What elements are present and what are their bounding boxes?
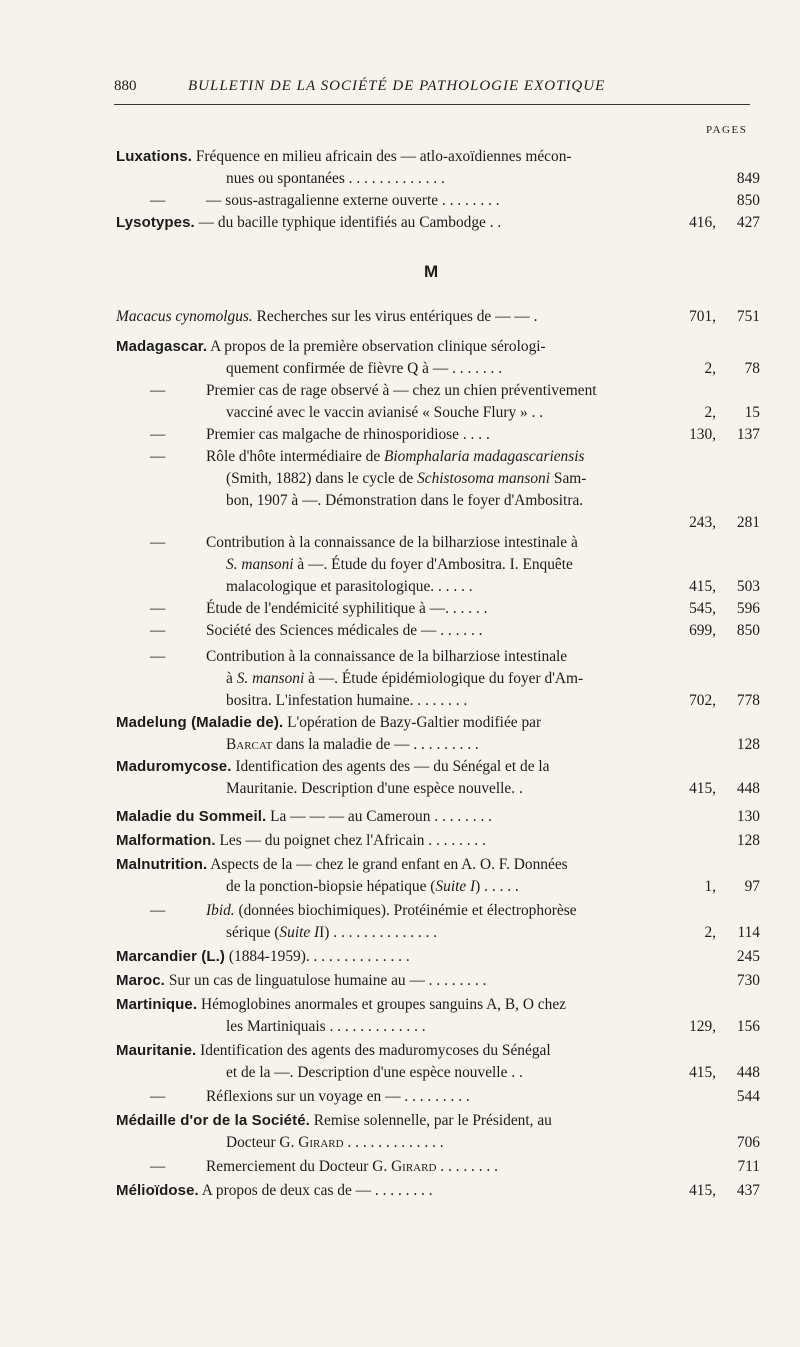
text-run: à —. Étude épidémiologique du foyer d'Am- [304,670,584,687]
italic-text: Biomphalaria madagascariensis [384,448,585,465]
text-run: à [226,670,237,687]
text-run: (données biochimiques). Protéinémie et électrophorèse [234,902,577,919]
text-run: Identification des agents des maduromycoses du Sénégal [200,1042,551,1059]
running-header-title: BULLETIN DE LA SOCIÉTÉ DE PATHOLOGIE EXOTIQUE [188,78,606,94]
text-run: Sur un cas de linguatulose humaine au — . . . . . . . . [168,972,487,989]
page-reference: 596 [736,600,760,617]
entry-heading: Macacus cynomolgus. [116,308,253,325]
italic-text: Suite I [435,878,476,895]
issue-number: 2, [704,360,716,377]
entry-heading: Lysotypes. [116,214,195,231]
issue-number: 2, [704,924,716,941]
entry-heading: Malnutrition. [116,856,208,873]
entry-line [226,778,523,800]
page-reference: 544 [736,1088,760,1105]
entry-line [116,212,501,234]
issue-number: 1, [704,878,716,895]
text-run: Remerciement du Docteur G. [206,1158,392,1175]
italic-text: S. mansoni [236,670,305,687]
text-run: (1884-1959). . . . . . . . . . . . . . [228,948,410,965]
small-caps-text: Girard [391,1158,437,1175]
italic-text: Suite I [279,924,320,941]
entry-line [226,168,445,190]
text-run: La — — — au Cameroun . . . . . . . . [270,808,492,825]
entry-line [206,424,490,446]
page-reference: 137 [736,426,760,443]
entry-line [226,490,583,512]
text-run: Étude de l'endémicité syphilitique à —. . . . . . [206,600,488,617]
entry-line [226,468,586,490]
entry-line [116,806,492,828]
italic-text: S. mansoni [226,556,294,573]
entry-heading: Madelung (Maladie de). [116,714,284,731]
entry-heading: Maladie du Sommeil. [116,808,267,825]
repeat-dash: — [150,426,166,443]
text-run: — du bacille typhique identifiés au Cambodge . . [198,214,502,231]
issue-number: 415, [689,780,716,797]
text-run: Contribution à la connaissance de la bilharziose intestinale [206,648,568,665]
page-reference: 711 [737,1158,760,1175]
entry-line [206,646,567,668]
issue-number: 415, [689,1182,716,1199]
text-run: Réflexions sur un voyage en — . . . . . . . . . [206,1088,470,1105]
text-run: à —. Étude du foyer d'Ambositra. I. Enquête [293,556,573,573]
page-reference: 128 [736,736,760,753]
entry-heading: Luxations. [116,148,193,165]
entry-line [116,970,486,992]
repeat-dash: — [150,902,166,919]
entry-line [206,380,597,402]
entry-line [226,668,583,690]
text-run: Sam- [550,470,587,487]
text-run: Les — du poignet chez l'Africain . . . . . . . . [219,832,486,849]
text-run: Docteur G. [226,1134,299,1151]
repeat-dash: — [150,600,166,617]
text-run: Identification des agents des — du Sénégal et de la [235,758,550,775]
page-reference: 281 [736,514,760,531]
text-run: quement confirmée de fièvre Q à — . . . . . . . [226,360,503,377]
page-reference: 97 [744,878,760,895]
text-run: Aspects de la — chez le grand enfant en A. O. F. Données [210,856,568,873]
page-reference: 448 [736,1064,760,1081]
page-reference: 114 [737,924,760,941]
page-reference: 503 [736,578,760,595]
text-run: sérique ( [226,924,280,941]
text-run: Recherches sur les virus entériques de — — . [256,308,538,325]
repeat-dash: — [150,448,166,465]
entry-line [226,1062,523,1084]
text-run: ) . . . . . [475,878,519,895]
page-reference: 130 [736,808,760,825]
entry-heading: Malformation. [116,832,216,849]
issue-number: 415, [689,1064,716,1081]
repeat-dash: — [150,534,166,551]
entry-line [206,1156,498,1178]
italic-text: Ibid. [206,902,235,919]
entry-line [226,554,573,576]
text-run: vacciné avec le vaccin avianisé « Souche Flury » . . [226,404,544,421]
repeat-dash: — [150,1088,166,1105]
repeat-dash: — [150,622,166,639]
repeat-dash: — [150,382,166,399]
text-run: Mauritanie. Description d'une espèce nouvelle. . [226,780,523,797]
text-run: . . . . . . . . . . . . . [343,1134,444,1151]
text-run: de la ponction-biopsie hépatique ( [226,878,436,895]
text-run: Société des Sciences médicales de — . . . . . . [206,622,483,639]
entry-line [226,1016,426,1038]
entry-line [226,358,502,380]
entry-line [226,402,543,424]
issue-number: 243, [689,514,716,531]
page-reference: 78 [744,360,760,377]
entry-line [206,446,585,468]
text-run: Rôle d'hôte intermédiaire de [206,448,384,465]
text-run: malacologique et parasitologique. . . . . . [226,578,473,595]
issue-number: 129, [689,1018,716,1035]
pages-column-label: PAGES [706,124,748,136]
page-reference: 706 [736,1134,760,1151]
entry-line [116,756,550,778]
entry-heading: Marcandier (L.) [116,948,226,965]
entry-line [116,946,410,968]
repeat-dash: — [150,1158,166,1175]
text-run: Premier cas de rage observé à — chez un chien préventivement [206,382,597,399]
page-number: 880 [114,78,137,94]
issue-number: 545, [689,600,716,617]
page-reference: 850 [736,622,760,639]
issue-number: 699, [689,622,716,639]
header-rule [114,104,750,105]
italic-text: Schistosoma mansoni [417,470,551,487]
page-reference: 751 [736,308,760,325]
text-run: Premier cas malgache de rhinosporidiose . . . . [206,426,490,443]
entry-line [206,532,578,554]
entry-line [206,190,500,212]
text-run: et de la —. Description d'une espèce nouvelle . . [226,1064,523,1081]
text-run: . . . . . . . . [436,1158,498,1175]
page-reference: 849 [736,170,760,187]
text-run: dans la maladie de — . . . . . . . . . [272,736,479,753]
entry-line [116,854,568,876]
entry-line [116,336,546,358]
text-run: Hémoglobines anormales et groupes sanguins A, B, O chez [200,996,566,1013]
page-reference: 427 [736,214,760,231]
text-run: L'opération de Bazy-Galtier modifiée par [287,714,542,731]
page-reference: 245 [736,948,760,965]
entry-heading: Maroc. [116,972,165,989]
entry-heading: Maduromycose. [116,758,232,775]
page-reference: 778 [736,692,760,709]
text-run: nues ou spontanées . . . . . . . . . . . . . [226,170,445,187]
entry-line [116,1110,552,1132]
entry-heading: Mélioïdose. [116,1182,199,1199]
text-run: les Martiniquais . . . . . . . . . . . . . [226,1018,426,1035]
section-letter: M [424,262,439,281]
entry-heading: Martinique. [116,996,198,1013]
entry-line [206,900,577,922]
page-reference: 128 [736,832,760,849]
entry-line [116,712,541,734]
issue-number: 416, [689,214,716,231]
page-reference: 730 [736,972,760,989]
text-run: I) . . . . . . . . . . . . . . [319,924,438,941]
entry-heading: Madagascar. [116,338,208,355]
issue-number: 415, [689,578,716,595]
entry-line [226,734,479,756]
entry-line [226,1132,444,1154]
entry-line [116,994,566,1016]
page-reference: 15 [744,404,760,421]
small-caps-text: Barcat [226,736,273,753]
text-run: Contribution à la connaissance de la bilharziose intestinale à [206,534,578,551]
entry-line [226,922,437,944]
text-run: A propos de deux cas de — . . . . . . . . [201,1182,433,1199]
issue-number: 130, [689,426,716,443]
entry-line [226,576,473,598]
entry-line [116,146,572,168]
text-run: Remise solennelle, par le Président, au [313,1112,552,1129]
text-run: bon, 1907 à —. Démonstration dans le foyer d'Ambositra. [226,492,584,509]
repeat-dash: — [150,648,166,665]
entry-heading: Médaille d'or de la Société. [116,1112,310,1129]
repeat-dash: — [150,192,166,209]
entry-line [116,830,486,852]
issue-number: 702, [689,692,716,709]
entry-line [116,1040,551,1062]
page-reference: 156 [736,1018,760,1035]
entry-heading: Mauritanie. [116,1042,197,1059]
text-run: bositra. L'infestation humaine. . . . . . . . [226,692,468,709]
issue-number: 2, [704,404,716,421]
entry-line [226,690,467,712]
page-reference: 448 [736,780,760,797]
entry-line [226,876,519,898]
issue-number: 701, [689,308,716,325]
text-run: A propos de la première observation clinique sérologi- [210,338,546,355]
text-run: Fréquence en milieu africain des — atlo-axoïdiennes mécon- [195,148,572,165]
entry-line [206,1086,470,1108]
entry-line [206,598,487,620]
page-reference: 850 [736,192,760,209]
entry-line [206,620,483,642]
entry-line [116,1180,433,1202]
page-reference: 437 [736,1182,760,1199]
entry-line [116,306,537,328]
text-run: — sous-astragalienne externe ouverte . . . . . . . . [206,192,500,209]
small-caps-text: Girard [298,1134,344,1151]
text-run: (Smith, 1882) dans le cycle de [226,470,418,487]
